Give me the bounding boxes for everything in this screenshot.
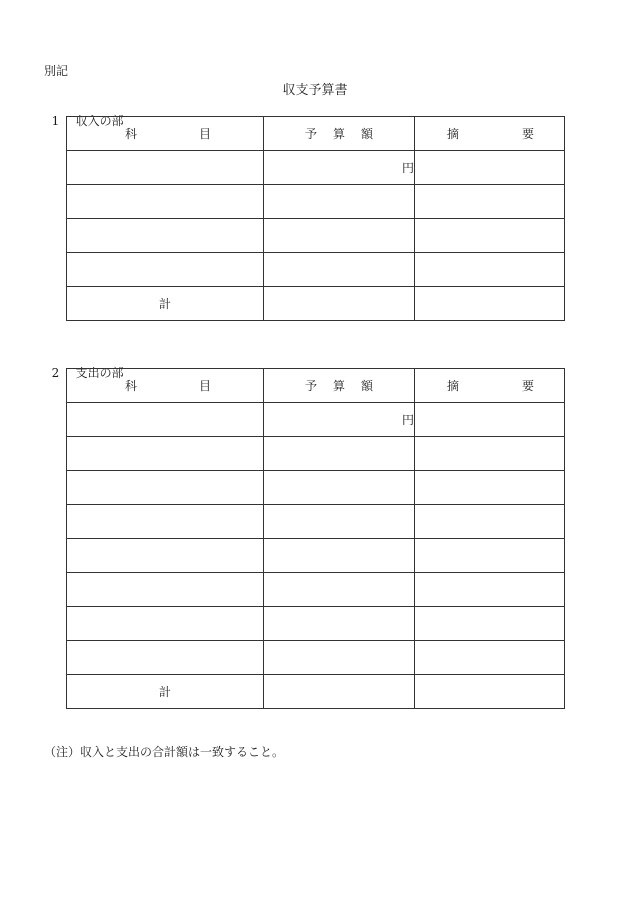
amount-cell-with-unit: [264, 403, 415, 437]
subject-cell: [67, 437, 264, 471]
expense-table: [66, 368, 565, 709]
table-row: [67, 505, 565, 539]
total-label: 計: [67, 287, 264, 321]
table-row: [67, 607, 565, 641]
remarks-cell: [415, 253, 565, 287]
table-row: [67, 471, 565, 505]
table-row: [67, 219, 565, 253]
table-header-row: [67, 369, 565, 403]
amount-cell: [264, 185, 415, 219]
subject-column-header: 科 目: [67, 369, 264, 403]
subject-cell: [67, 185, 264, 219]
remarks-cell: [415, 539, 565, 573]
remarks-column-header: 摘 要: [415, 117, 565, 151]
remarks-cell: [415, 641, 565, 675]
subject-column-header: 科 目: [67, 117, 264, 151]
total-label: 計: [67, 675, 264, 709]
amount-cell: [264, 607, 415, 641]
total-row: [67, 287, 565, 321]
table-header-row: [67, 117, 565, 151]
remarks-cell: [415, 505, 565, 539]
amount-column-header: 予 算 額: [264, 369, 415, 403]
amount-cell: [264, 505, 415, 539]
subject-cell: [67, 505, 264, 539]
subject-cell: [67, 471, 264, 505]
expense-section-number: 2: [51, 366, 60, 380]
amount-cell: [264, 641, 415, 675]
document-title: 収支予算書: [282, 83, 348, 98]
amount-cell-with-unit: [264, 151, 415, 185]
total-amount-cell: [264, 287, 415, 321]
remarks-cell: [415, 437, 565, 471]
remarks-cell: [415, 185, 565, 219]
subject-cell: [67, 403, 264, 437]
remarks-cell: [415, 219, 565, 253]
subject-cell: [67, 151, 264, 185]
income-section-title: 収入の部: [75, 114, 124, 128]
subject-cell: [67, 573, 264, 607]
amount-cell: [264, 539, 415, 573]
remarks-column-header: 摘 要: [415, 369, 565, 403]
currency-unit: 円: [401, 413, 414, 427]
remarks-cell: [415, 471, 565, 505]
currency-unit: 円: [401, 161, 414, 175]
subject-cell: [67, 539, 264, 573]
table-row: [67, 641, 565, 675]
total-row: [67, 675, 565, 709]
table-row: [67, 539, 565, 573]
income-table: [66, 116, 565, 321]
table-row: [67, 573, 565, 607]
remarks-cell: [415, 151, 565, 185]
amount-cell: [264, 471, 415, 505]
income-section-number: 1: [51, 114, 60, 128]
amount-column-header: 予 算 額: [264, 117, 415, 151]
total-remarks-cell: [415, 675, 565, 709]
amount-cell: [264, 573, 415, 607]
footnote: （注）収入と支出の合計額は一致すること。: [44, 745, 285, 759]
remarks-cell: [415, 403, 565, 437]
remarks-cell: [415, 607, 565, 641]
amount-cell: [264, 437, 415, 471]
subject-cell: [67, 641, 264, 675]
expense-section-title: 支出の部: [75, 366, 124, 380]
subject-cell: [67, 253, 264, 287]
subject-cell: [67, 219, 264, 253]
remarks-cell: [415, 573, 565, 607]
amount-cell: [264, 253, 415, 287]
subject-cell: [67, 607, 264, 641]
attachment-label: 別記: [44, 64, 69, 78]
table-row: [67, 403, 565, 437]
total-amount-cell: [264, 675, 415, 709]
table-row: [67, 185, 565, 219]
table-row: [67, 151, 565, 185]
total-remarks-cell: [415, 287, 565, 321]
table-row: [67, 253, 565, 287]
table-row: [67, 437, 565, 471]
amount-cell: [264, 219, 415, 253]
